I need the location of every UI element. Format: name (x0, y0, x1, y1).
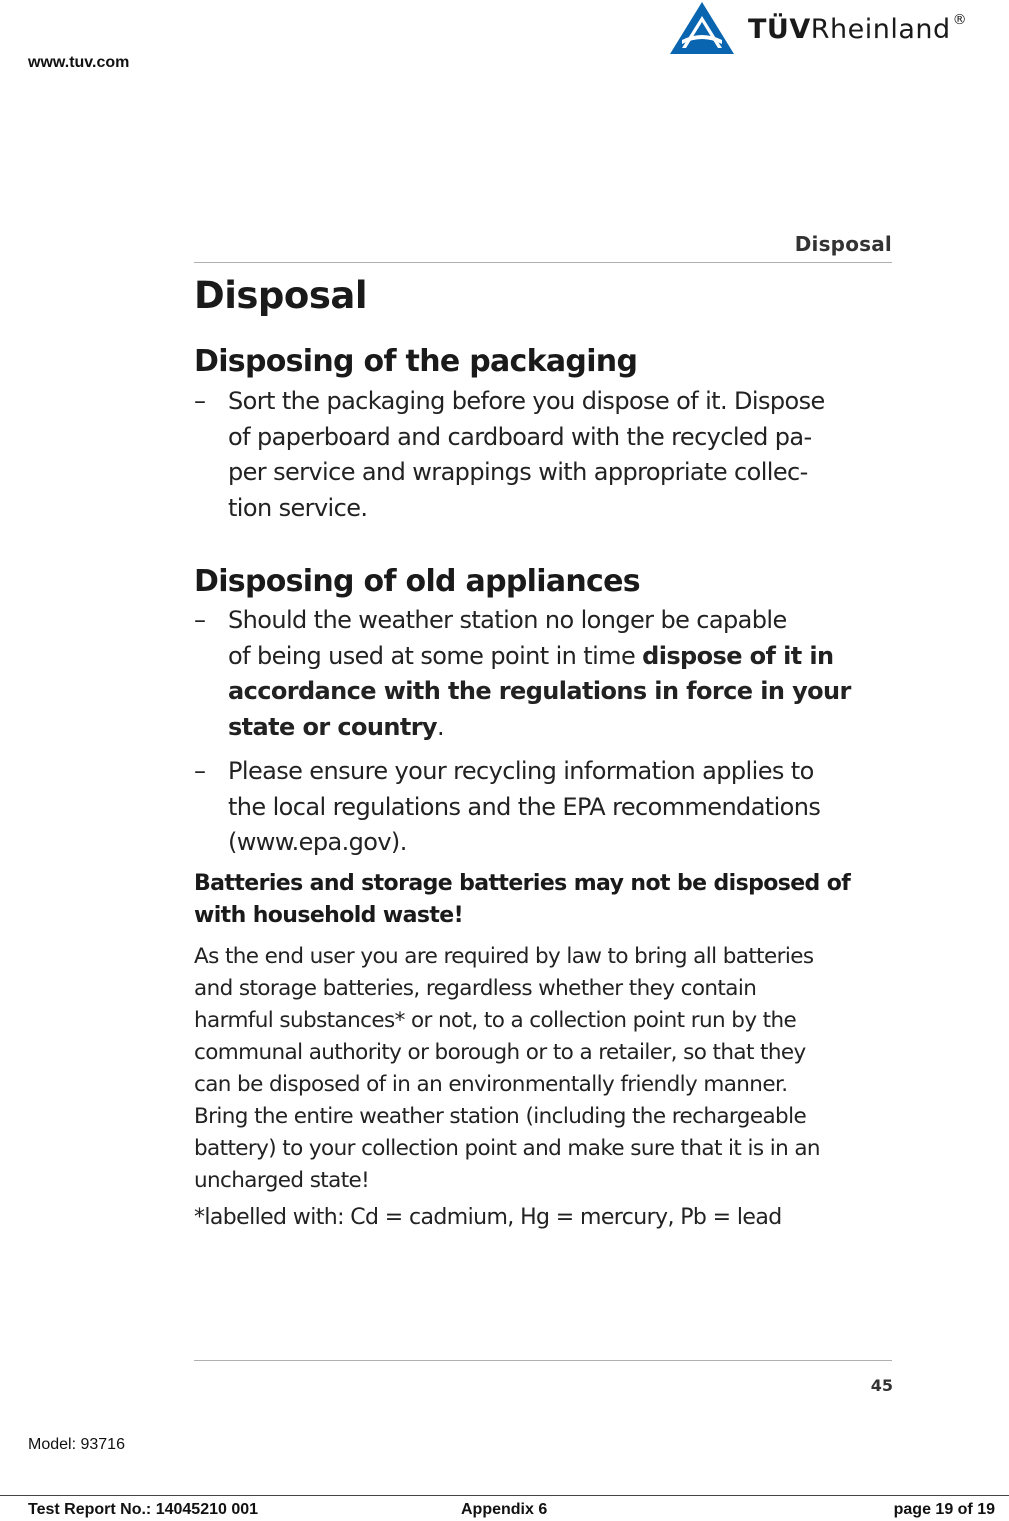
warning-line: with household waste! (194, 903, 464, 928)
site-url: www.tuv.com (28, 54, 130, 71)
top-rule (194, 262, 892, 263)
bullet-dash: – (194, 606, 206, 634)
brand-name-regular: Rheinland (810, 14, 951, 45)
bullet-packaging (194, 384, 884, 526)
model-label: Model: 93716 (28, 1436, 125, 1453)
running-head: Disposal (794, 232, 892, 256)
paragraph-line: As the end user you are required by law to bring all batteries (194, 944, 814, 969)
paragraph-line: harmful substances* or not, to a collection point run by the (194, 1008, 797, 1033)
bullet-dispose-regulations (194, 603, 884, 745)
registered-mark: ® (952, 12, 968, 28)
paragraph-line: and storage batteries, regardless whether they contain (194, 976, 757, 1001)
text-regular: of being used at some point in time (228, 641, 643, 670)
text-regular: . (436, 712, 445, 741)
brand-name-bold: TÜV (748, 14, 811, 45)
report-page-number: page 19 of 19 (893, 1501, 995, 1518)
appendix-label: Appendix 6 (461, 1501, 548, 1518)
paragraph-line: uncharged state! (194, 1168, 370, 1193)
text-line: tion service. (228, 493, 368, 522)
section-heading-old-appliances: Disposing of old appliances (194, 564, 640, 599)
text-line: of paperboard and cardboard with the recycled pa- (228, 422, 812, 451)
test-report-number: Test Report No.: 14045210 001 (28, 1501, 259, 1518)
bottom-rule (194, 1360, 892, 1361)
text-line: the local regulations and the EPA recommendations (228, 792, 821, 821)
bullet-text (228, 754, 884, 861)
text-bold: state or country (228, 712, 437, 741)
paragraph-line: Bring the entire weather station (including the rechargeable (194, 1104, 807, 1129)
bullet-recycling-info (194, 754, 884, 861)
page-title: Disposal (194, 274, 367, 317)
text-bold: dispose of it in (642, 641, 834, 670)
bullet-text (228, 384, 884, 526)
brand-name (748, 14, 967, 45)
tuv-triangle-icon (668, 0, 738, 56)
paragraph-line: battery) to your collection point and make sure that it is in an (194, 1136, 820, 1161)
bullet-dash: – (194, 757, 206, 785)
section-heading-packaging: Disposing of the packaging (194, 344, 638, 379)
bullet-text (228, 603, 884, 745)
text-line: Should the weather station no longer be capable (228, 606, 787, 634)
battery-warning (194, 868, 884, 932)
manual-page-number: 45 (870, 1376, 893, 1395)
text-line: Please ensure your recycling information applies to (228, 757, 814, 785)
tuv-rheinland-logo (668, 0, 998, 60)
text-line (228, 639, 884, 675)
text-line-bold: accordance with the regulations in force in your (228, 677, 851, 705)
text-line (228, 710, 884, 746)
text-line: (www.epa.gov). (228, 828, 407, 856)
paragraph-line: communal authority or borough or to a retailer, so that they (194, 1040, 806, 1065)
warning-line: Batteries and storage batteries may not be disposed of (194, 871, 851, 896)
battery-paragraph (194, 941, 889, 1197)
footnote: *labelled with: Cd = cadmium, Hg = mercury, Pb = lead (194, 1205, 782, 1230)
paragraph-line: can be disposed of in an environmentally friendly manner. (194, 1072, 788, 1097)
text-line: per service and wrappings with appropriate collec- (228, 458, 808, 486)
footer-rule (0, 1495, 1009, 1496)
bullet-dash: – (194, 387, 206, 415)
text-line: Sort the packaging before you dispose of it. Dispose (228, 387, 825, 415)
